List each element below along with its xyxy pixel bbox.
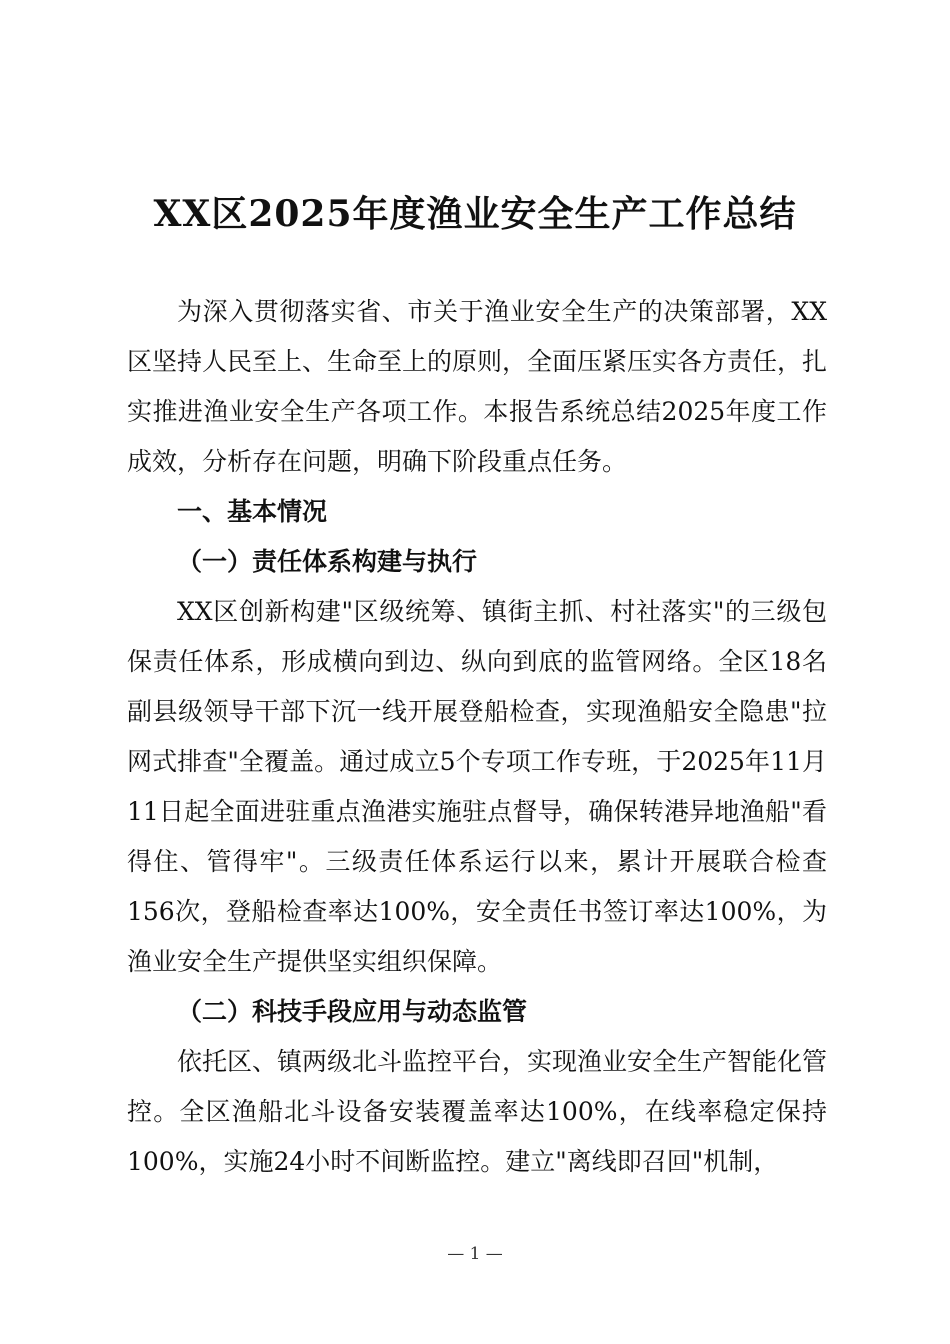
document-body [127, 287, 827, 1187]
section-heading-basic-situation: 一、基本情况 [177, 497, 328, 526]
document-title: XX区2025年度渔业安全生产工作总结 [153, 193, 797, 235]
responsibility-paragraph: XX区创新构建"区级统筹、镇街主抓、村社落实"的三级包保责任体系，形成横向到边、纵向到底的监管网络。全区18名副县级领导干部下沉一线开展登船检查，实现渔船安全隐患"拉网式排查"全覆盖。通过成立5个专项工作专班，于2025年11月11日起全面进驻重点渔港实施驻点督导，确保转港异地渔船"看得住、管得牢"。三级责任体系运行以来，累计开展联合检查156次，登船检查率达100%，安全责任书签订率达100%，为渔业安全生产提供坚实组织保障。 [127, 597, 827, 976]
page-number: — 1 — [447, 1244, 503, 1264]
subsection-heading-responsibility: （一）责任体系构建与执行 [177, 547, 478, 576]
intro-paragraph: 为深入贯彻落实省、市关于渔业安全生产的决策部署，XX区坚持人民至上、生命至上的原则，全面压紧压实各方责任，扎实推进渔业安全生产各项工作。本报告系统总结2025年度工作成效，分析存在问题，明确下阶段重点任务。 [127, 297, 828, 476]
technology-paragraph: 依托区、镇两级北斗监控平台，实现渔业安全生产智能化管控。全区渔船北斗设备安装覆盖率达100%，在线率稳定保持100%，实施24小时不间断监控。建立"离线即召回"机制， [127, 1047, 828, 1176]
subsection-heading-technology: （二）科技手段应用与动态监管 [177, 997, 528, 1026]
